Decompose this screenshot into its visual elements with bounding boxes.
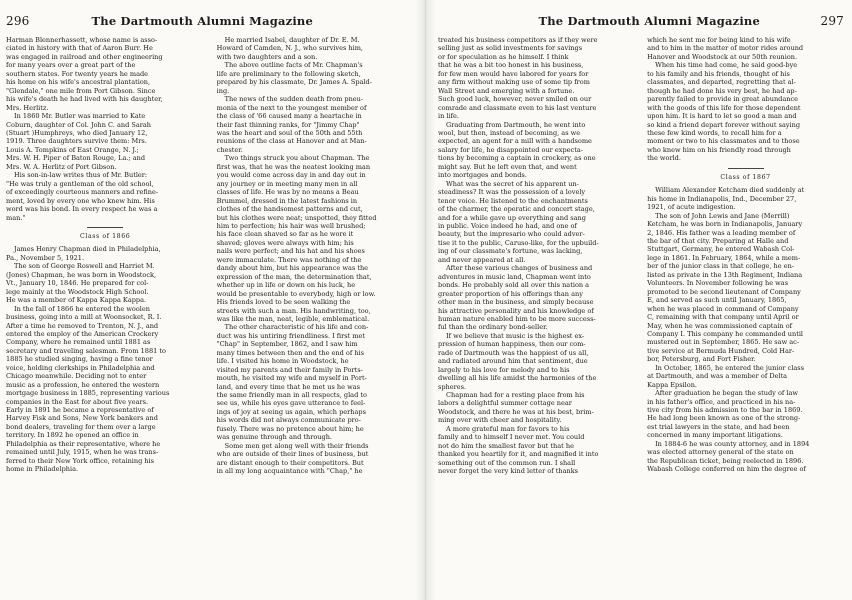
class-heading: Class of 1866 [80, 232, 131, 240]
column-1 [438, 36, 635, 600]
running-title: The Dartmouth Alumni Magazine [91, 14, 314, 28]
paragraph: After graduation he began the study of law in his father's office, and practiced in his na- tive city from his admission to the bar in 1869. He had long been known as one of the strong- est trial lawyers in the state, and had been concerned in many important litigations. [647, 389, 803, 440]
paragraph: Harman Blennerhassett, whose name is asso- ciated in history with that of Aaron Burr. He was engaged in railroad and other engineering for many years over a great part of the southern states. For twenty years he made his home on his wife's ancestral plantation, "Glendale," one mile from Port Gibson. Since his wife's death he had lived with his daughter, Mrs. Herlitz. [6, 36, 163, 112]
paragraph: The above outline facts of Mr. Chapman's life are preliminary to the following sketch, prepared by his classmate, Dr. James A. Spald- ing. [216, 61, 372, 95]
gutter-shadow [415, 0, 425, 600]
paragraph: In the fall of 1866 he entered the woolen business, going into a mill at Woonsocket, R. I. After a time he removed to Trenton, N. J., and entered the employ of the American Crockery Company, where he remained until 1881 as secretary and traveling salesman. From 1881 to 1885 he studied singing, having a fine tenor voice, holding clerkships in Philadelphia and Chicago meanwhile. Deciding not to enter music as a profession, he entered the western mortgage business in 1885, representing various companies in the East for about five years. Early in 1891 he became a representative of Harvey Fisk and Sons, New York bankers and bond dealers, traveling for them over a large territory. In 1892 he opened an office in Philadelphia as their representative, where he remained until July, 1915, when he was trans- ferred to their New York office, retaining his home in Philadelphia. [6, 304, 170, 474]
paragraph: In 1884-6 he was county attorney, and in 1894 was elected attorney general of the state on the Republican ticket, being reelected in 1896. Wabash College conferred on him the degree of [647, 439, 810, 474]
running-title: The Dartmouth Alumni Magazine [538, 14, 760, 28]
paragraph: In 1860 Mr. Butler was married to Kate Coburn, daughter of Col. John C. and Sarah (Stuart )Humphreys, who died January 12, 1919. Three daughters survive them: Mrs. Louis A. Tompkins of East Orange, N. J.; Mrs. W. H. Piper of Baton Rouge, La.; and Mrs. W. A. Herlitz of Port Gibson. [6, 112, 152, 171]
paragraph: The news of the sudden death from pneu- monia of the next to the youngest member of the class of '66 caused many a heartache in their fast thinning ranks, for "Jimmy Chap" was the heart and soul of the 50th and 55th reunions of the class at Hanover and at Man- chester. [216, 95, 367, 154]
paragraph: His son-in-law writes thus of Mr. Butler: "He was truly a gentleman of the old school, of exceedingly courteous manners and refine- ment, loved by every one who knew him. His word was his bond. In every respect he was a man." [6, 171, 159, 222]
column-1 [6, 36, 204, 600]
gutter-shadow [426, 0, 436, 600]
paragraph: The son of John Lewis and Jane (Merrill) Ketcham, he was born in Indianapolis, January 2, 1846. His father was a leading member of the bar of that city. Preparing at Halle and Stuttgart, Germany, he entered Wabash Col- lege in 1861. In February, 1864, while a mem- ber of the junior class in that college, he en- listed as private in the 13th Regiment, Indiana Volunteers. In November following he was promoted to be second lieutenant of Company E, and served as such until January, 1865, when he was placed in command of Company C, remaining with that company until April or May, when he was commissioned captain of Company I. This company he commanded until mustered out in September, 1865. He saw ac- tive service at Bermuda Hundred, Cold Har- bor, Petersburg, and Fort Fisher. [647, 211, 804, 364]
columns [438, 36, 844, 600]
paragraph: Some men get along well with their friends who are outside of their lines of business, but are distant enough to their competitors. But in all my long acquaintance with "Chap," he [216, 441, 369, 476]
columns [6, 36, 415, 600]
paragraph: The other characteristic of his life and con- duct was his untiring friendliness. I first met "Chap" in September, 1862, and I saw him many times between then and the end of his life. I visited his home in Woodstock, he visited my parents and their family in Ports- mouth, he visited my wife and myself in Port- land, and every time that he met us he was the same friendly man in all respects, glad to see us, while his eyes gave utterance to feel- ings of joy at seeing us again, which perhaps his words did not always communicate pro- fusely. There was no pretence about him; he was genuine through and through. [216, 323, 369, 442]
page-header [6, 14, 415, 36]
section-rule [87, 227, 123, 228]
page-number: 297 [820, 14, 844, 28]
page-header [438, 14, 844, 36]
page-number: 296 [6, 14, 30, 28]
paragraph: which he sent me for being kind to his wife and to him in the matter of motor rides around Hanover and Woodstock at our 50th reunion. [647, 36, 804, 61]
paragraph: After these various changes of business and adventures in music land, Chapman went into bonds. He probably sold all over this nation a greater proportion of his offerings than any other man in the business, and simply because his attractive personality and his knowledge of human nature enabled him to be more success- ful than the ordinary bond-seller. [438, 264, 596, 332]
column-2 [647, 36, 844, 600]
paragraph: A more grateful man for favors to his family and to himself I never met. You could not do him the smallest favor but that he thanked you heartily for it, and magnified it into something out of the common run. I shall never forget the very kind letter of thanks [438, 424, 599, 476]
paragraph: The son of George Roswell and Harriet M. (Jones) Chapman, he was born in Woodstock, Vt., January 10, 1846. He prepared for col- lege mainly at the Woodstock High School. He was a member of Kappa Kappa Kappa. [6, 262, 157, 305]
section-rule [728, 168, 764, 169]
paragraph: If we believe that music is the highest ex- pression of human happiness, then our com- rade of Dartmouth was the happiest of us all, and radiated around him that sentiment, due largely to his love for melody and to his dwelling all his life amidst the harmonies of the spheres. [438, 331, 597, 391]
paragraph: What was the secret of his apparent un- steadiness? It was the possession of a lovely tenor voice. He listened to the enchantments of the charmer, the operatic and concert stage, and for a while gave up everything and sang in public. Voice indeed he had, and one of beauty, but the impresario who could adver- tise it to the public, Caruso-like, for the upbuild- ing of our classmate's fortune, was lacking, and never appeared at all. [438, 179, 599, 264]
paragraph: Graduating from Dartmouth, he went into wool, but then, instead of becoming, as we expected, an agent for a mill with a handsome salary for life, he disappointed our expecta- tions by becoming a captain in crockery, as one might say. But he left even that, and went into mortgages and bonds. [438, 120, 596, 180]
right-page [426, 0, 852, 600]
paragraph: treated his business competitors as if they were selling just as solid investments for savings or for speculation as he himself. I think that he was a bit too honest in his business, for few men would have labored for years for any firm without making use of some tip from Wall Street and emerging with a fortune. Such good luck, however, never smiled on our comrade and classmate even to his last venture in life. [438, 36, 598, 121]
column-2 [217, 36, 415, 600]
paragraph: William Alexander Ketcham died suddenly at his home in Indianapolis, Ind., December 27, 1921, of acute indigestion. [647, 186, 805, 212]
class-heading: Class of 1867 [720, 173, 771, 181]
paragraph: In October, 1865, he entered the junior class at Dartmouth, and was a member of Delta Kappa Epsilon. [647, 363, 804, 389]
paragraph: Chapman had for a resting place from his labors a delightful summer cottage near Woodstock, and there he was at his best, brim- ming over with cheer and hospitality. [438, 391, 594, 425]
paragraph: James Henry Chapman died in Philadelphia, Pa., November 5, 1921. [6, 245, 161, 262]
paragraph: Two things struck you about Chapman. The first was, that he was the neatest looking man you would come across day in and day out in any journey or in meeting many men in all classes of life. He was by no means a Beau Brummel, dressed in the latest fashions in clothes of the handsomest patterns and cut, but his clothes were neat; unspotted, they fitted him to perfection; his hair was well brushed; his face clean shaved so far as he wore it shaved; gloves were always with him; his nails were perfect; and his hat and his shoes were immaculate. There was nothing of the dandy about him, but his appearance was the expression of the man, the determination that, whether up in life or down on his luck, he would be presentable to everybody, high or low. His friends loved to be seen walking the streets with such a man. His handwriting, too, was like the man, neat, legible, emblematical. [216, 154, 377, 323]
paragraph: He married Isabel, daughter of Dr. E. M. Howard of Camden, N. J., who survives him, with two daughters and a son. [216, 36, 363, 61]
paragraph: When his time had come, he said good-bye to his family and his friends, thought of his classmates, and departed, regretting that al- though he had done his very best, he had ap- parently failed to provide in great abundance with the goods of this life for those dependent upon him. It is hard to let so good a man and so kind a friend depart forever without saying these few kind words, to recall him for a moment or two to his classmates and to those who knew him on his friendly road through the world. [647, 61, 801, 163]
